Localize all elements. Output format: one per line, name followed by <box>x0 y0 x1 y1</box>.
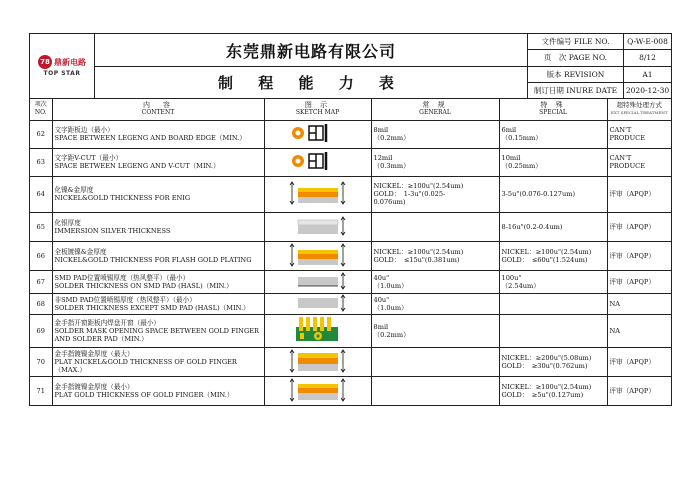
gold-finger-mask-icon <box>288 339 348 347</box>
content-en: SOLDER MASK OPENING SPACE BETWEEN GOLD FINGER AND SOLDER PAD（MIN.） <box>54 326 259 343</box>
extra-line: 评审（APQP） <box>609 190 655 198</box>
extra-line: NA <box>609 326 621 335</box>
general-line: GOLD： 1-3u"(0.025- <box>373 190 446 198</box>
special-line: （0.25mm） <box>501 162 542 170</box>
content-en: SOLDER THICKNESS EXCEPT SMD PAD (HASL)（MIN.） <box>54 303 250 312</box>
table-row <box>30 376 671 405</box>
legend-edge-icon <box>288 137 348 145</box>
row-extra <box>607 212 671 241</box>
content-cn: 金手指开窗距板内焊盘开窗（最小） <box>54 318 160 327</box>
row-extra <box>607 376 671 405</box>
special-line: GOLD： ≥5u"(0.127um) <box>501 390 584 399</box>
row-general <box>371 241 499 270</box>
row-sketch <box>264 120 371 148</box>
meta-key: 版本 REVISION <box>528 67 624 82</box>
extra-line: 评审（APQP） <box>609 386 655 395</box>
row-number: 66 <box>30 241 52 270</box>
row-special <box>499 241 607 270</box>
general-line: 0.076um) <box>373 198 406 206</box>
row-number: 71 <box>30 376 52 405</box>
row-special <box>499 176 607 212</box>
content-cn: SMD PAD位置喷锡厚度（热风整平）（最小） <box>54 273 190 282</box>
meta-value: A1 <box>642 69 653 79</box>
content-cn: 金手指镀镍金厚度（最大） <box>54 349 134 358</box>
extra-line: NA <box>609 299 621 308</box>
capability-sheet <box>29 33 672 406</box>
row-sketch <box>264 347 371 376</box>
row-sketch <box>264 270 371 293</box>
special-line: GOLD： ≥30u"(0.762um) <box>501 361 588 370</box>
document-meta <box>528 34 671 98</box>
table-row <box>30 270 671 293</box>
extra-line: 评审（APQP） <box>609 277 655 286</box>
row-special <box>499 293 607 314</box>
row-general <box>371 148 499 176</box>
meta-revision <box>528 67 671 83</box>
table-row <box>30 241 671 270</box>
general-line: NICKEL：≥100u"(2.54um) <box>373 247 464 256</box>
flash-gold-stack-icon <box>288 262 348 270</box>
meta-value: 8/12 <box>639 53 656 63</box>
row-general <box>371 347 499 376</box>
special-line: 3-5u"(0.076-0.127um) <box>501 190 576 198</box>
general-line: （1.0um） <box>373 281 408 290</box>
special-line: 10mil <box>501 154 521 162</box>
row-content <box>52 347 264 376</box>
row-content <box>52 120 264 148</box>
special-line: 6mil <box>501 126 517 134</box>
logo-cn-text: 鼎新电路 <box>54 57 86 67</box>
table-row <box>30 293 671 314</box>
row-sketch <box>264 212 371 241</box>
logo-mark-icon: 78 <box>38 55 52 69</box>
content-cn: 化银厚度 <box>54 218 81 227</box>
meta-key: 文件编号 FILE NO. <box>528 34 624 49</box>
hasl-non-smd-icon <box>288 306 348 314</box>
special-line: （2.54um） <box>501 281 540 290</box>
special-line: （0.15mm） <box>501 134 542 142</box>
general-line: GOLD： ≤15u"(0.381um) <box>373 255 460 264</box>
row-number: 65 <box>30 212 52 241</box>
enig-stack-icon <box>288 200 348 208</box>
meta-key: 制订日期 INURE DATE <box>528 83 624 98</box>
meta-key: 页 次 PAGE NO. <box>528 50 624 65</box>
row-content <box>52 176 264 212</box>
row-sketch <box>264 376 371 405</box>
general-line: 40u" <box>373 295 390 304</box>
content-en: SPACE BETWEEN LEGENG AND V-CUT（MIN.） <box>54 162 220 170</box>
silver-stack-icon <box>288 233 348 241</box>
row-general <box>371 314 499 347</box>
row-special <box>499 120 607 148</box>
table-row <box>30 314 671 347</box>
row-extra <box>607 241 671 270</box>
col-content-header: 内 容 CONTENT <box>52 99 264 120</box>
extra-line: PRODUCE <box>609 162 646 170</box>
meta-value: Q-W-E-008 <box>627 37 668 47</box>
gold-finger-min-icon <box>288 397 348 405</box>
row-number: 63 <box>30 148 52 176</box>
row-general <box>371 270 499 293</box>
general-line: （1.0um） <box>373 303 408 312</box>
table-row <box>30 120 671 148</box>
row-content <box>52 293 264 314</box>
row-extra <box>607 176 671 212</box>
row-sketch <box>264 293 371 314</box>
row-general <box>371 120 499 148</box>
row-sketch <box>264 148 371 176</box>
row-special <box>499 270 607 293</box>
content-en: NICKEL&GOLD THICKNESS FOR ENIG <box>54 194 191 202</box>
meta-page-no <box>528 50 671 66</box>
content-en: PLAT NICKEL&GOLD THICKNESS OF GOLD FINGER（MAX.） <box>54 357 237 374</box>
row-general <box>371 376 499 405</box>
row-sketch <box>264 176 371 212</box>
content-en: IMMERSION SILVER THICKNESS <box>54 226 171 235</box>
extra-line: PRODUCE <box>609 134 646 142</box>
row-content <box>52 148 264 176</box>
document-title: 制 程 能 力 表 <box>218 74 404 92</box>
row-special <box>499 212 607 241</box>
special-line: 8-16u"(0.2-0.4um) <box>501 222 563 231</box>
general-line: 40u" <box>373 273 390 282</box>
extra-line: 评审（APQP） <box>609 357 655 366</box>
company-name: 东莞鼎新电路有限公司 <box>95 34 527 67</box>
row-number: 62 <box>30 120 52 148</box>
table-row <box>30 212 671 241</box>
row-number: 64 <box>30 176 52 212</box>
row-extra <box>607 120 671 148</box>
general-line: （0.3mm） <box>373 162 410 170</box>
logo-en-text: TOP STAR <box>43 70 81 77</box>
legend-vcut-icon <box>288 165 348 173</box>
row-extra <box>607 270 671 293</box>
row-general <box>371 176 499 212</box>
col-special-header: 特 殊 SPECIAL <box>499 99 607 120</box>
capability-table <box>30 99 671 405</box>
table-header-row <box>30 99 671 120</box>
content-cn: 文字距V-CUT（最小） <box>54 154 123 162</box>
col-sketch-header: 图 示 SKETCH MAP <box>264 99 371 120</box>
meta-file-no <box>528 34 671 50</box>
row-general <box>371 212 499 241</box>
row-general <box>371 293 499 314</box>
table-row <box>30 347 671 376</box>
content-en: NICKEL&GOLD THICKNESS FOR FLASH GOLD PLATING <box>54 255 252 264</box>
special-line: GOLD： ≤60u"(1.524um) <box>501 255 588 264</box>
row-number: 69 <box>30 314 52 347</box>
row-special <box>499 347 607 376</box>
row-content <box>52 212 264 241</box>
row-number: 70 <box>30 347 52 376</box>
general-line: NICKEL：≥100u"(2.54um) <box>373 182 464 190</box>
col-extra-header: 超特殊处理方式 EXT SPECIAL TREATMENT <box>607 99 671 120</box>
special-line: NICKEL：≥100u"(2.54um) <box>501 247 592 256</box>
gold-finger-max-icon <box>288 368 348 376</box>
content-cn: 金手指镀镍金厚度（最小） <box>54 382 134 391</box>
content-en: SOLDER THICKNESS ON SMD PAD (HASL)（MIN.） <box>54 281 233 290</box>
row-content <box>52 241 264 270</box>
content-cn: 文字距板边（最小） <box>54 126 114 134</box>
general-line: （0.2mm） <box>373 330 410 339</box>
row-sketch <box>264 314 371 347</box>
row-content <box>52 270 264 293</box>
content-cn: 化镍&金厚度 <box>54 186 94 194</box>
special-line: NICKEL：≥200u"(5.08um) <box>501 353 592 362</box>
extra-line: CAN'T <box>609 126 632 134</box>
table-row <box>30 148 671 176</box>
hasl-smd-icon <box>288 285 348 293</box>
col-no-header: 项次 NO. <box>30 99 52 120</box>
general-line: 12mil <box>373 154 393 162</box>
row-special <box>499 314 607 347</box>
row-special <box>499 376 607 405</box>
meta-inure-date <box>528 83 671 98</box>
row-extra <box>607 314 671 347</box>
company-logo <box>30 34 95 98</box>
extra-line: 评审（APQP） <box>609 251 655 260</box>
row-extra <box>607 293 671 314</box>
general-line: 8mil <box>373 126 389 134</box>
col-general-header: 常 规 GENERAL <box>371 99 499 120</box>
extra-line: CAN'T <box>609 154 632 162</box>
row-content <box>52 314 264 347</box>
row-special <box>499 148 607 176</box>
row-sketch <box>264 241 371 270</box>
extra-line: 评审（APQP） <box>609 222 655 231</box>
content-cn: 非SMD PAD位置喷锡厚度（热风整平）（最小） <box>54 295 196 304</box>
special-line: 100u" <box>501 273 522 282</box>
row-extra <box>607 148 671 176</box>
row-extra <box>607 347 671 376</box>
table-row <box>30 176 671 212</box>
general-line: （0.2mm） <box>373 134 410 142</box>
special-line: NICKEL：≥100u"(2.54um) <box>501 382 592 391</box>
content-en: PLAT GOLD THICKNESS OF GOLD FINGER（MIN.） <box>54 390 234 399</box>
row-number: 68 <box>30 293 52 314</box>
content-en: SPACE BETWEEN LEGENG AND BOARD EDGE（MIN.） <box>54 134 246 142</box>
document-header <box>30 34 671 99</box>
row-number: 67 <box>30 270 52 293</box>
row-content <box>52 376 264 405</box>
content-cn: 全板镀镍&金厚度 <box>54 247 107 256</box>
meta-value: 2020-12-30 <box>625 85 670 95</box>
general-line: 8mil <box>373 322 389 331</box>
